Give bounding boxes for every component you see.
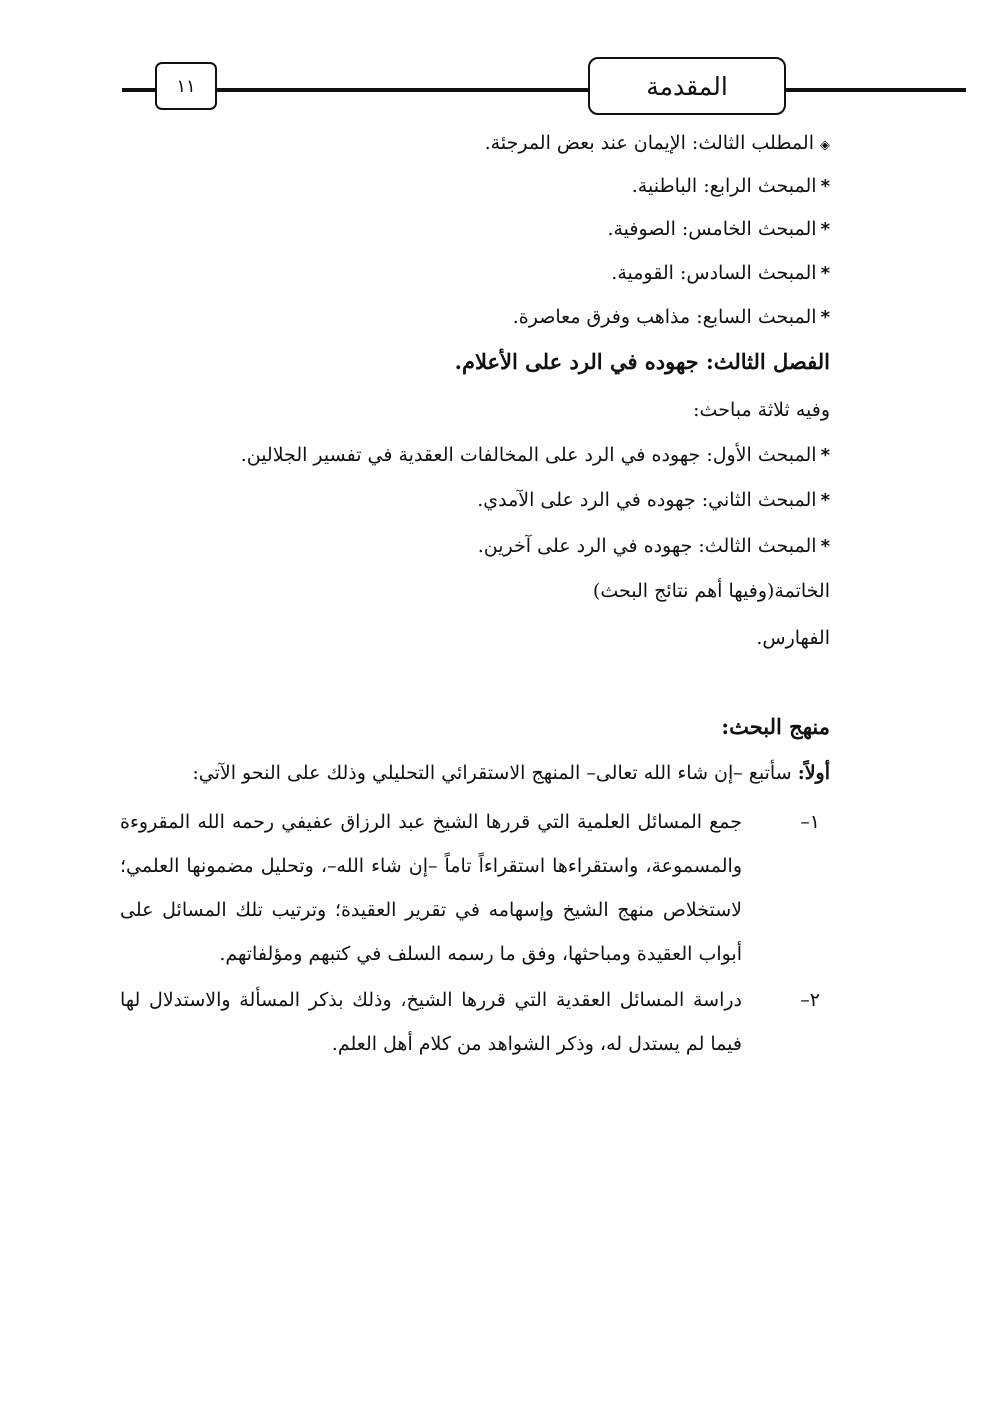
method-heading: منهج البحث: [721,714,830,739]
toc-section-1: *المبحث الأول: جهوده في الرد على المخالفات العقدية في تفسير الجلالين. [240,444,830,466]
diamond-bullet-icon: ◈ [820,138,830,153]
header-title: المقدمة [588,57,786,115]
toc-section-2: *المبحث الثاني: جهوده في الرد على الآمدي. [477,489,830,511]
star-bullet-icon: * [820,490,830,511]
chapter-heading: الفصل الثالث: جهوده في الرد على الأعلام. [454,349,830,374]
toc-line-2: *المبحث الرابع: الباطنية. [631,175,830,197]
toc-indexes: الفهارس. [756,627,830,649]
header-rule [122,88,966,92]
chapter-intro: وفيه ثلاثة مباحث: [693,399,830,421]
page-number: ١١ [155,62,217,110]
page-header [0,0,992,120]
toc-section-3: *المبحث الثالث: جهوده في الرد على آخرين. [477,535,830,557]
star-bullet-icon: * [820,219,830,240]
star-bullet-icon: * [820,263,830,284]
item-1-text: جمع المسائل العلمية التي قررها الشيخ عبد الرزاق عفيفي رحمه الله المقروءة والمسموعة، واستقراءها استقراءاً تاماً –إن شاء الله–، وتحليل مضمونها العلمي؛ لاستخلاص منهج الشيخ وإسهامه في تقرير العقيدة؛ وترتيب تلك المسائل على أبواب العقيدة ومباحثها، وفق ما رسمه السلف في كتبهم ومؤلفاتهم. [120,811,742,965]
toc-line-3: *المبحث الخامس: الصوفية. [607,218,830,240]
method-first-text: سأتبع –إن شاء الله تعالى– المنهج الاستقرائي التحليلي وذلك على النحو الآتي: [192,762,792,784]
toc-line-1: ◈المطلب الثالث: الإيمان عند بعض المرجئة. [484,132,830,154]
item-2-number: ٢– [800,989,820,1011]
toc-conclusion: الخاتمة(وفيها أهم نتائج البحث) [592,580,830,602]
star-bullet-icon: * [820,307,830,328]
star-bullet-icon: * [820,536,830,557]
star-bullet-icon: * [820,445,830,466]
item-2-text: دراسة المسائل العقدية التي قررها الشيخ، وذلك بذكر المسألة والاستدلال لها فيما لم يستدل له، وذكر الشواهد من كلام أهل العلم. [120,989,742,1055]
item-1-number: ١– [800,811,820,833]
toc-line-4: *المبحث السادس: القومية. [611,262,830,284]
star-bullet-icon: * [820,176,830,197]
method-first [192,758,830,788]
toc-line-5: *المبحث السابع: مذاهب وفرق معاصرة. [512,306,830,328]
method-first-label: أولاً: [797,762,830,784]
